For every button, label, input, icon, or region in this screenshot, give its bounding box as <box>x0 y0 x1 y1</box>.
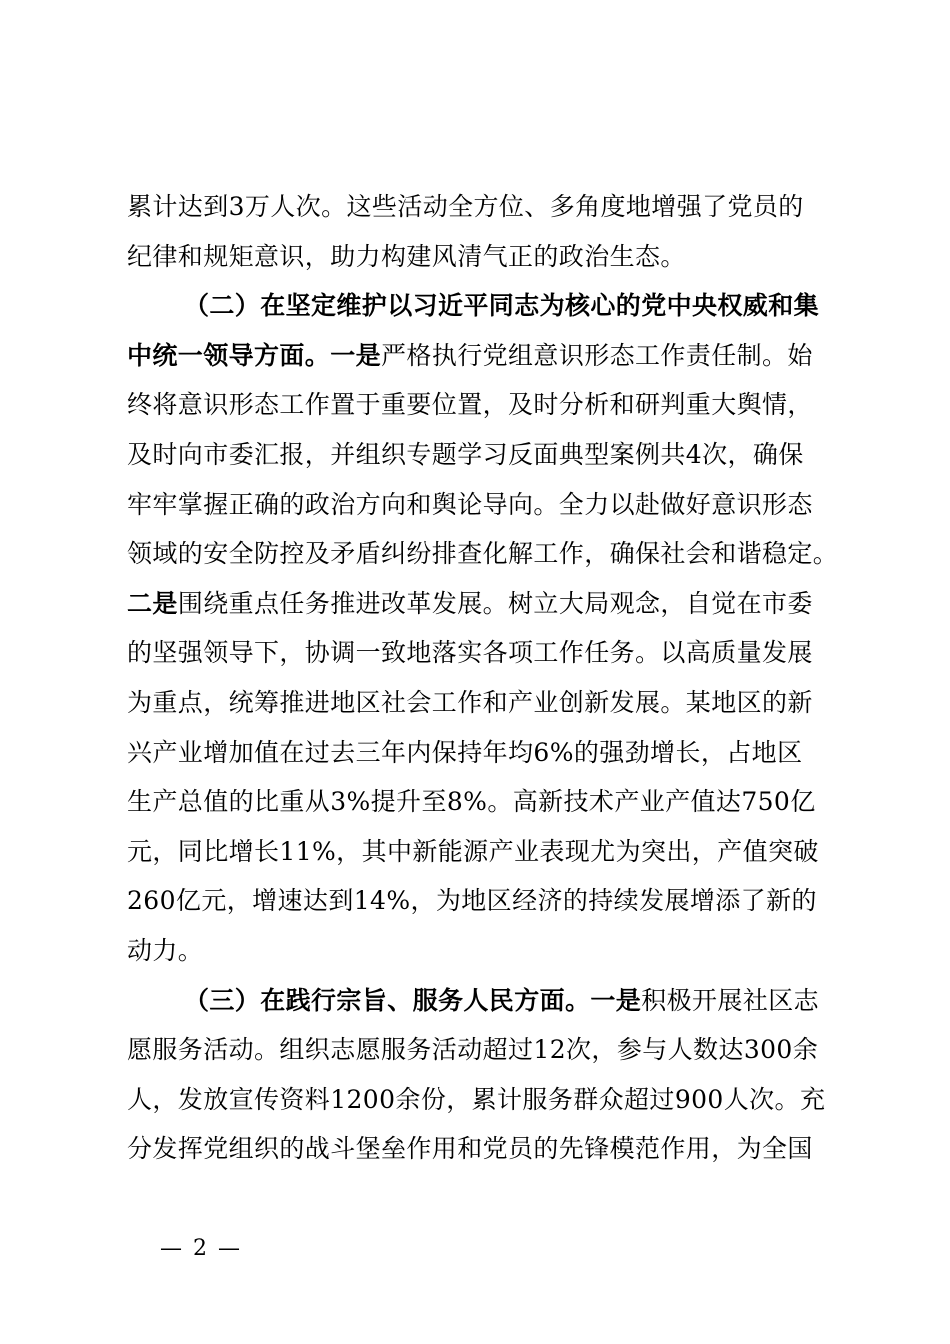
text-segment: 260亿元，增速达到14%，为地区经济的持续发展增添了新的 <box>127 886 817 916</box>
text-line <box>127 628 835 678</box>
text-line <box>127 1025 835 1075</box>
text-segment: 元，同比增长11%，其中新能源产业表现尤为突出，产值突破 <box>127 836 819 866</box>
text-segment: 兴产业增加值在过去三年内保持年均6%的强劲增长，占地区 <box>127 737 803 767</box>
text-line <box>127 976 835 1026</box>
text-line <box>127 1124 835 1174</box>
text-line <box>127 926 835 976</box>
text-line <box>127 529 839 579</box>
text-segment: 严格执行党组意识形态工作责任制。始 <box>381 340 813 370</box>
text-line <box>127 480 835 530</box>
text-line <box>127 827 835 877</box>
text-line <box>127 331 835 381</box>
text-segment: 为重点，统筹推进地区社会工作和产业创新发展。某地区的新 <box>127 687 813 717</box>
text-segment: 及时向市委汇报，并组织专题学习反面典型案例共4次，确保 <box>127 439 804 469</box>
text-segment: 积极开展社区志 <box>641 985 820 1015</box>
bold-text-segment: （二）在坚定维护以习近平同志为核心的党中央权威和集 <box>184 291 820 321</box>
page-number: — 2 — <box>160 1236 242 1261</box>
text-segment: 领域的安全防控及矛盾纠纷排查化解工作，确保社会和谐稳定。 <box>127 539 839 569</box>
text-segment: 动力。 <box>127 935 204 965</box>
text-line <box>127 281 835 331</box>
text-segment: 牢牢掌握正确的政治方向和舆论导向。全力以赴做好意识形态 <box>127 489 813 519</box>
text-segment: 围绕重点任务推进改革发展。树立大局观念，自觉在市委 <box>177 588 813 618</box>
text-segment: 生产总值的比重从3%提升至8%。高新技术产业产值达750亿 <box>127 787 816 817</box>
text-segment: 终将意识形态工作置于重要位置，及时分析和研判重大舆情， <box>127 390 813 420</box>
text-segment: 的坚强领导下，协调一致地落实各项工作任务。以高质量发展 <box>127 638 813 668</box>
text-segment: 分发挥党组织的战斗堡垒作用和党员的先锋模范作用，为全国 <box>127 1134 813 1164</box>
bold-text-segment: 一是 <box>590 985 642 1015</box>
text-line <box>127 182 835 232</box>
bold-text-segment: 中统一领导方面。 <box>127 340 331 370</box>
text-line <box>127 728 835 778</box>
text-line <box>127 1075 835 1125</box>
text-segment: 纪律和规矩意识，助力构建风清气正的政治生态。 <box>127 241 686 271</box>
text-line <box>127 678 835 728</box>
bold-text-segment: 二是 <box>127 588 178 618</box>
text-line <box>127 579 835 629</box>
text-line <box>127 430 835 480</box>
text-segment: 人，发放宣传资料1200余份，累计服务群众超过900人次。充 <box>127 1084 826 1114</box>
text-segment: 愿服务活动。组织志愿服务活动超过12次，参与人数达300余 <box>127 1035 819 1065</box>
bold-text-segment: （三）在践行宗旨、服务人民方面。 <box>184 985 591 1015</box>
text-line <box>127 232 835 282</box>
text-segment: 累计达到3万人次。这些活动全方位、多角度地增强了党员的 <box>127 192 804 221</box>
text-line <box>127 876 835 926</box>
document-body <box>127 182 839 1174</box>
text-line <box>127 777 835 827</box>
text-line <box>127 380 835 430</box>
bold-text-segment: 一是 <box>330 340 382 370</box>
